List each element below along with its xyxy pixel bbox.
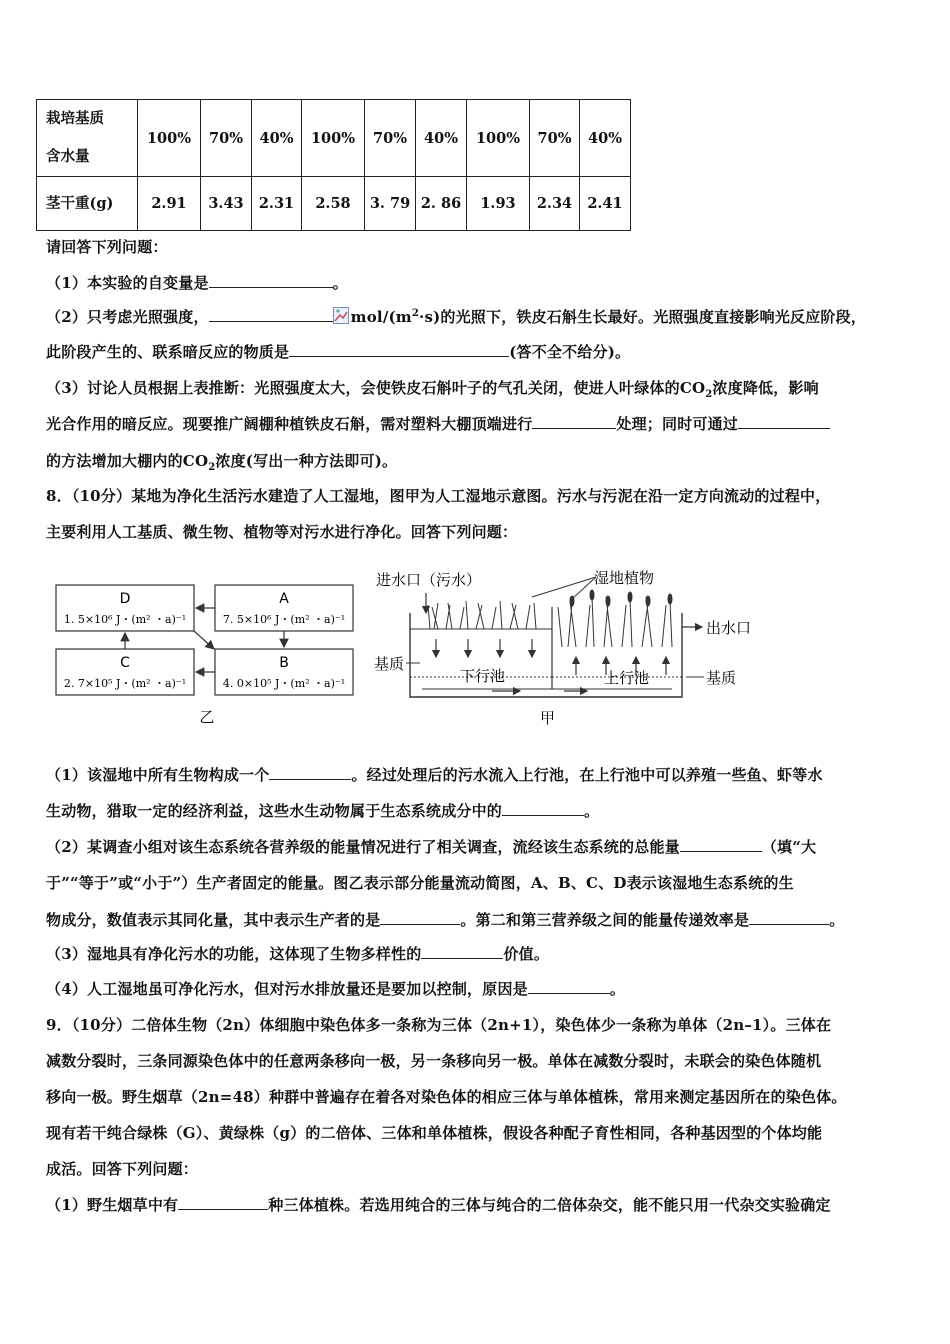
answer-blank[interactable] (289, 341, 509, 357)
q8-p4-text2: 。 (609, 980, 626, 998)
answer-blank[interactable] (178, 1194, 268, 1210)
table-cell: 3. 79 (365, 177, 416, 231)
plants-label: 湿地植物 (594, 569, 655, 587)
q9-line3: 移向一极。野生烟草（2n=48）种群中普遍存在着各对染色体的相应三体与单体植株，常用来测定基因所在的染色体。 (46, 1088, 847, 1106)
q8-stem-line1: 8．（10分）某地为净化生活污水建造了人工湿地，图甲为人工湿地示意图。污水与污泥在沿一定方向流动的过程中， (46, 487, 831, 505)
table-cell: 3.43 (201, 177, 252, 231)
table-cell: 70% (530, 100, 580, 177)
q9-p1-text2: 种三体植株。若选用纯合的三体与纯合的二倍体杂交，能不能只用一代杂交实验确定 (268, 1196, 831, 1214)
q8-p3-text2: 价值。 (503, 945, 550, 963)
table-cell: 40% (252, 100, 302, 177)
box-B-value: 4. 0×10⁵ J・(m² ・a)⁻¹ (222, 677, 346, 690)
figure-jia-label: 甲 (540, 709, 556, 727)
box-D-label: D (119, 591, 131, 607)
q8-part2-cont2 (46, 909, 844, 930)
q7-part1 (46, 272, 348, 293)
table-cell: 1.93 (467, 177, 530, 231)
q7-p3-text4: 处理；同时可通过 (616, 415, 739, 433)
table-cell: 70% (201, 100, 252, 177)
figure-yi-label: 乙 (199, 708, 215, 726)
table-row (37, 100, 631, 177)
q7-p3-text: （3）讨论人员根据上表推断：光照强度太大，会使铁皮石斛叶子的气孔关闭，使进人叶绿体的CO (46, 379, 706, 397)
substrate-left-label: 基质 (374, 655, 405, 673)
answer-blank[interactable] (738, 413, 830, 429)
answer-blank[interactable] (532, 413, 616, 429)
q7-p3-text6: 浓度(写出一种方法即可)。 (215, 452, 398, 470)
q7-p2-unit: mol/(m (350, 308, 412, 326)
box-C-value: 2. 7×10⁵ J・(m² ・a)⁻¹ (63, 677, 187, 690)
q8-p3-text: （3）湿地具有净化污水的功能，这体现了生物多样性的 (46, 945, 422, 963)
q9-line5: 成活。回答下列问题： (46, 1160, 199, 1178)
data-table (36, 99, 631, 231)
q8-p1-text4: 。 (584, 802, 600, 820)
q7-p3-text5: 的方法增加大棚内的CO (46, 452, 209, 470)
q9-p1-text: （1）野生烟草中有 (46, 1196, 179, 1214)
table-row-label: 茎干重(g) (37, 177, 138, 231)
q8-part2 (46, 836, 816, 857)
up-pool-label: 上行池 (604, 669, 650, 687)
table-cell: 2.31 (252, 177, 302, 231)
down-arrows (436, 639, 532, 657)
substrate-right-label: 基质 (706, 669, 737, 687)
q7-part3-cont2: 的方法增加大棚内的$CO_2$浓度(写出一种方法即可)。 (46, 452, 398, 473)
table-row (37, 177, 631, 231)
q8-part1-cont (46, 800, 599, 821)
answer-blank[interactable] (269, 764, 351, 780)
q7-p3-text3: 光合作用的暗反应。现要推广阔棚种植铁皮石斛，需对塑料大棚顶端进行 (46, 415, 533, 433)
answer-blank[interactable] (209, 306, 333, 322)
q8-p1-text: （1）该湿地中所有生物构成一个 (46, 766, 270, 784)
box-D-value: 1. 5×10⁶ J・(m² ・a)⁻¹ (63, 613, 187, 626)
box-C-label: C (120, 655, 130, 671)
q9-line2: 减数分裂时，三条同源染色体中的任意两条移向一极，另一条移向另一极。单体在减数分裂时，未联会的染色体随机 (46, 1052, 822, 1070)
reeds-right (558, 590, 672, 647)
arrow-D-to-B (194, 631, 214, 649)
q8-p2-text: （2）某调查小组对该生态系统各营养级的能量情况进行了相关调查，流经该生态系统的总能量 (46, 838, 680, 856)
answer-blank[interactable] (380, 909, 460, 925)
q8-part2-cont: 于”“等于”或“小于”）生产者固定的能量。图乙表示部分能量流动简图，A、B、C、D表示该湿地生态系统的生 (46, 874, 794, 892)
q8-p2-text3: 物成分，数值表示其同化量，其中表示生产者的是 (46, 911, 381, 929)
q9-line1: 9．（10分）二倍体生物（2n）体细胞中染色体多一条称为三体（2n+1），染色体少一条称为单体（2n–1）。三体在 (46, 1016, 832, 1034)
q7-part2-cont (46, 341, 630, 362)
answer-blank[interactable] (502, 800, 584, 816)
q8-stem-line2: 主要利用人工基质、微生物、植物等对污水进行净化。回答下列问题： (46, 523, 518, 541)
table-cell: 100% (467, 100, 530, 177)
q9-line4: 现有若干纯合绿株（G）、黄绿株（g）的二倍体、三体和单体植株，假设各种配子育性相同，各种基因型的个体均能 (46, 1124, 823, 1142)
header-line-2: 含水量 (46, 148, 90, 165)
table-cell: 100% (302, 100, 365, 177)
q7-p3-text2: 浓度降低，影响 (712, 379, 819, 397)
broken-image-icon (333, 307, 349, 324)
table-cell: 2.34 (530, 177, 580, 231)
down-pool-label: 下行池 (460, 667, 506, 685)
table-cell: 2.41 (580, 177, 631, 231)
q7-p2-text4: (答不全不给分)。 (509, 343, 631, 361)
q8-part4 (46, 978, 625, 999)
box-A-label: A (279, 591, 289, 607)
answer-blank[interactable] (749, 909, 829, 925)
answer-blank[interactable] (209, 272, 333, 288)
table-header-cell (37, 100, 138, 177)
q7-part2: （2）只考虑光照强度， mol/$(m^2\cdot s)$的光照下，铁皮石斛生长最好。光照强度直接影响光反应阶段， (46, 308, 867, 326)
q7-p2-text3: 此阶段产生的、联系暗反应的物质是 (46, 343, 290, 361)
inlet-label: 进水口（污水） (376, 571, 482, 589)
q8-part1 (46, 764, 823, 785)
table-cell: 2.58 (302, 177, 365, 231)
table-cell: 40% (580, 100, 631, 177)
table-cell: 40% (416, 100, 467, 177)
q7-p2-text2: ·s)的光照下，铁皮石斛生长最好。光照强度直接影响光反应阶段， (419, 308, 867, 326)
table-cell: 2.91 (138, 177, 201, 231)
answer-blank[interactable] (421, 943, 503, 959)
q8-p2-text2: （填“大 (761, 838, 817, 856)
wetland-diagram (372, 567, 772, 727)
q8-p2-text5: 。 (829, 911, 845, 929)
outlet-label: 出水口 (706, 619, 752, 637)
q8-p1-text2: 。经过处理后的污水流入上行池，在上行池中可以养殖一些鱼、虾等水 (351, 766, 823, 784)
q7-intro: 请回答下列问题： (46, 238, 168, 256)
box-B-label: B (279, 655, 289, 671)
q8-p1-text3: 生动物，猎取一定的经济利益，这些水生动物属于生态系统成分中的 (46, 802, 503, 820)
table-cell: 70% (365, 100, 416, 177)
q8-p4-text: （4）人工湿地虽可净化污水，但对污水排放量还是要加以控制，原因是 (46, 980, 528, 998)
header-line-1: 栽培基质 (46, 110, 104, 127)
q9-part1 (46, 1194, 831, 1215)
q8-part3 (46, 943, 549, 964)
answer-blank[interactable] (680, 836, 762, 852)
energy-flow-diagram (52, 582, 357, 727)
q8-p2-text4: 。第二和第三营养级之间的能量传递效率是 (460, 911, 750, 929)
box-A-value: 7. 5×10⁶ J・(m² ・a)⁻¹ (222, 613, 346, 626)
answer-blank[interactable] (528, 978, 610, 994)
q7-p1-end: 。 (332, 274, 348, 292)
q7-part3: （3）讨论人员根据上表推断：光照强度太大，会使铁皮石斛叶子的气孔关闭，使进人叶绿体的$CO_2$浓度降低，影响 (46, 379, 819, 400)
q7-p2-text: （2）只考虑光照强度， (46, 308, 209, 326)
q7-p1-text: （1）本实验的自变量是 (46, 274, 209, 292)
table-cell: 2. 86 (416, 177, 467, 231)
table-cell: 100% (138, 100, 201, 177)
q7-part3-cont (46, 413, 830, 434)
reeds-left (428, 601, 536, 629)
